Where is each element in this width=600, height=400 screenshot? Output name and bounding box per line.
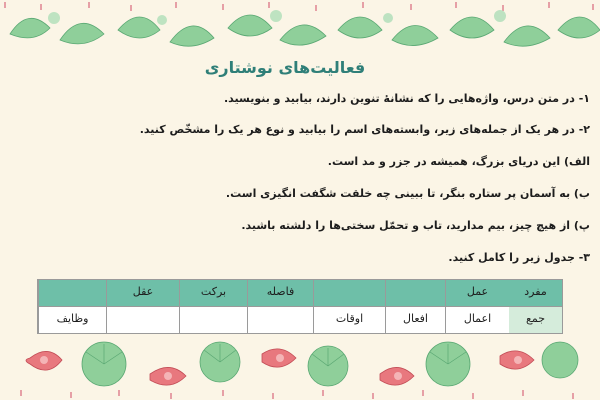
exercise-line-3: ۳- جدول زیر را کامل کنید. — [448, 251, 590, 264]
table-cell: فاصله — [247, 280, 313, 306]
table-cell: عمل — [445, 280, 509, 306]
table-row-header — [38, 280, 562, 306]
floral-pattern-bottom — [0, 338, 600, 400]
table-cell: برکت — [179, 280, 247, 306]
table-cell — [313, 280, 385, 306]
floral-pattern-top — [0, 0, 600, 58]
table-cell — [38, 280, 106, 306]
table-cell: عقل — [106, 280, 179, 306]
exercise-line-alef: الف) این دریای بزرگ، همیشه در جزر و مد است. — [327, 155, 590, 168]
bottom-floral-border — [0, 338, 600, 400]
exercise-line-2: ۲- در هر یک از جمله‌های زیر، وابسته‌های اسم را بیابید و نوع هر یک را مشخّص کنید. — [139, 123, 590, 136]
table-cell: اوقات — [313, 307, 385, 333]
table-cell: مفرد — [509, 280, 562, 306]
exercise-line-1: ۱- در متن درس، واژه‌هایی را که نشانهٔ تنوین دارند، بیابید و بنویسید. — [223, 92, 590, 105]
table-cell: افعال — [385, 307, 445, 333]
word-table — [37, 279, 563, 334]
table-cell: وظایف — [38, 307, 106, 333]
table-cell — [106, 307, 179, 333]
table-cell — [385, 280, 445, 306]
table-cell — [247, 307, 313, 333]
table-cell: جمع — [509, 307, 562, 333]
exercise-line-be: ب) به آسمان پر ستاره بنگر، تا ببینی چه خلقت شگفت انگیزی است. — [225, 187, 590, 200]
page-title: فعالیت‌های نوشتاری — [204, 58, 366, 77]
top-floral-border — [0, 0, 600, 58]
table-cell — [179, 307, 247, 333]
table-cell: اعمال — [445, 307, 509, 333]
table-row-answers — [38, 307, 562, 333]
exercise-line-pe: پ) از هیچ چیز، بیم مدارید، تاب و تحمّل سختی‌ها را دلشته باشید. — [241, 219, 590, 232]
